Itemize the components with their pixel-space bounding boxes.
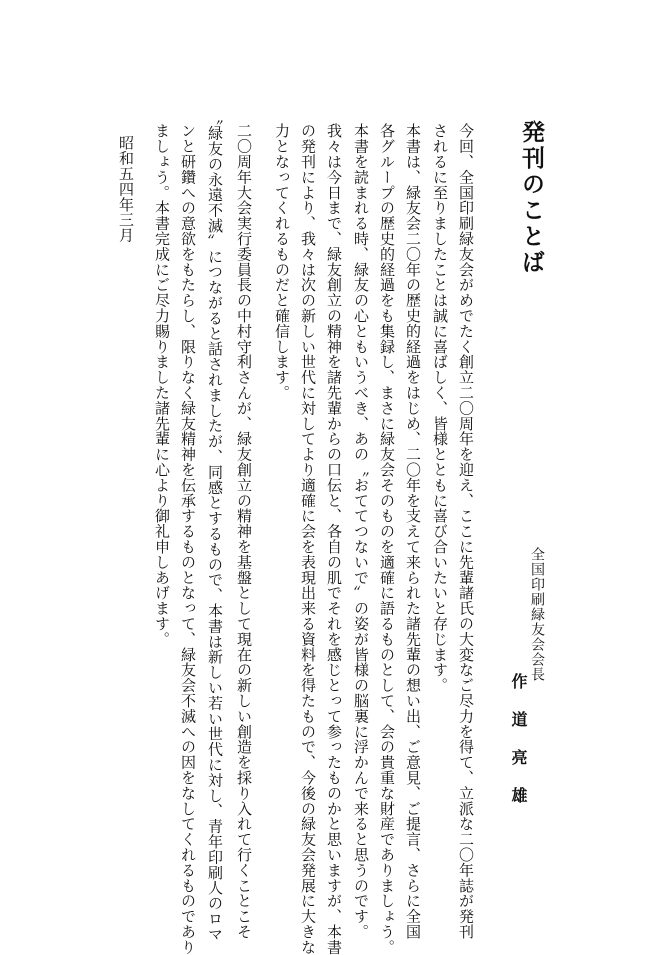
date-line: 昭和五四年三月 [117,135,135,243]
body-line-1: 今回、全国印刷緑友会がめでたく創立二〇周年を迎え、ここに先輩諸氏の大変なご尽力を得て、立派な二〇年誌が発刊 [457,123,475,940]
signer-name: 作道亮雄 [509,673,528,825]
body-line-6: 我々は今日まで、緑友創立の精神を諸先輩からの口伝と、各自の肌でそれを感じとって参ったものかと思いますが、本書 [325,123,343,955]
body-line-11: ンと研鑽への意欲をもたらし、限りなく緑友精神を伝承するものとなって、緑友会不滅への因をなしてくれるものであり [179,123,197,955]
signer-organization: 全国印刷緑友会会長 [529,547,545,682]
page-title: 発刊のことば [518,120,545,276]
body-line-5: 本書を読まれる時、緑友の心ともいうべき、あの〝おててつないで〟の姿が皆様の脳裏に浮かんで来ると思うのです。 [352,123,370,940]
body-line-7: の発刊により、我々は次の新しい世代に対してより適確に会を表現出来る資料を得たもので、今後の緑友会発展に大きな [299,123,317,955]
body-line-3: 本書は、緑友会二〇年の歴史的経過をはじめ、二〇年を支えて来られた諸先輩の想い出、ご意見、ご提言、さらに全国 [404,123,422,940]
body-line-8: 力となってくれるものだと確信します。 [273,123,291,401]
body-line-2: されるに至りましたことは誠に喜ばしく、皆様とともに喜び合いたいと存じます。 [431,123,449,693]
body-line-10: 〝緑友の永遠不滅〟につながると話されましたが、同感とするもので、本書は新しい若い世代に対し、青年印刷人のロマ [206,110,224,942]
body-line-4: 各グループの歴史的経過をも集録し、まさに緑友会そのものを適確に語るものとして、会の貴重な財産でありましょう。 [378,123,396,955]
body-line-12: ましょう。本書完成にご尽力賜りました諸先輩に心より御礼申しあげます。 [153,123,171,647]
body-line-9: 二〇周年大会実行委員長の中村守利さんが、緑友創立の精神を基盤として現在の新しい創造を採り入れて行くことこそ [235,123,253,940]
